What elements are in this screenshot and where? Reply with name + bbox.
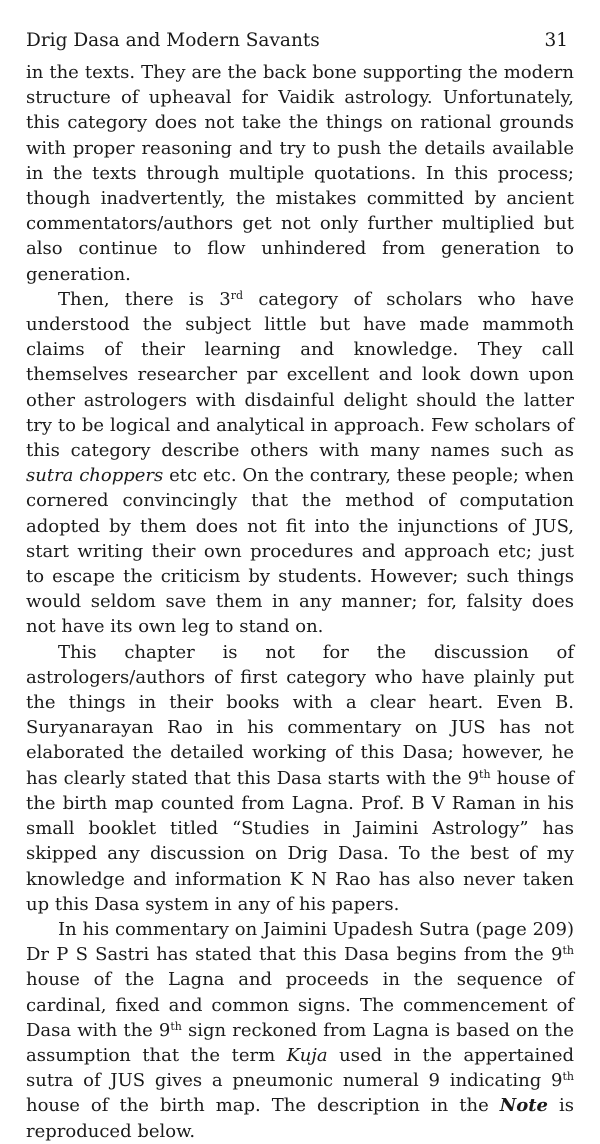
note-label: Note xyxy=(499,1095,548,1117)
page-header xyxy=(26,30,574,60)
running-title: Drig Dasa and Modern Savants xyxy=(26,30,320,51)
page-number: 31 xyxy=(544,30,568,51)
ordinal-suffix: th xyxy=(562,944,574,958)
ordinal-suffix: rd xyxy=(230,288,244,302)
ordinal-suffix: th xyxy=(170,1019,182,1033)
ordinal-suffix: th xyxy=(562,1070,574,1084)
ordinal-suffix: th xyxy=(479,767,491,781)
italic-term: Kuja xyxy=(286,1044,328,1066)
paragraph-2: Then, there is 3rd category of scholars who have understood the subject little but have made mammoth claims of their learning and knowledge. They call themselves researcher par excellent and look down upon other astrologers with disdainful delight should the latter try to be logical and analytical in approach. Few scholars of this category describe others with many names such as sutra choppers etc etc. On the contrary, these people; when cornered convincingly that the method of computation adopted by them does not fit into the injunctions of JUS, start writing their own procedures and approach etc; just to escape the criticism by students. However; such things would seldom save them in any manner; for, falsity does not have its own leg to stand on. xyxy=(26,288,575,638)
paragraph-1: in the texts. They are the back bone supporting the modern structure of upheaval for Vaidik astrology. Unfortunately, this category does not take the things on rational grounds with proper reasoning and try to push the details available in the texts through multiple quotations. In this process; though inadvertently, the mistakes committed by ancient commentators/authors get not only further multiplied but also continue to flow unhindered from generation to generation. xyxy=(26,62,574,285)
paragraph-4: In his commentary on Jaimini Upadesh Sutra (page 209) Dr P S Sastri has stated that this Dasa begins from the 9th house of the Lagna and proceeds in the sequence of cardinal, fixed and common signs. The commencement of Dasa with the 9th sign reckoned from Lagna is based on the assumption that the term Kuja used in the appertained sutra of JUS gives a pneumonic numeral 9 indicating 9th house of the birth map. The description in the Note is reproduced below. xyxy=(26,918,575,1142)
italic-term: sutra choppers xyxy=(26,465,164,487)
body-text xyxy=(26,60,574,1144)
paragraph-3: This chapter is not for the discussion of astrologers/authors of first category who have plainly put the things in their books with a clear heart. Even B. Suryanarayan Rao in his commentary on JUS has not elaborated the detailed working of this Dasa; however, he has clearly stated that this Dasa starts with the 9th house of the birth map counted from Lagna. Prof. B V Raman in his small booklet titled “Studies in Jaimini Astrology” has skipped any discussion on Drig Dasa. To the best of my knowledge and information K N Rao has also never taken up this Dasa system in any of his papers. xyxy=(26,641,574,915)
